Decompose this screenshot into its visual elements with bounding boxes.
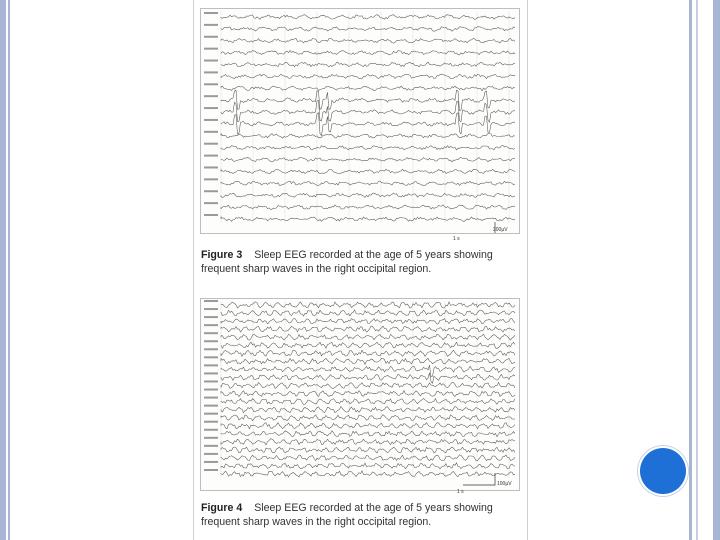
channel-label-mark bbox=[204, 389, 218, 391]
eeg-channel-trace bbox=[221, 365, 515, 377]
channel-label-mark bbox=[204, 131, 218, 133]
channel-label-mark bbox=[204, 24, 218, 26]
channel-label-mark bbox=[204, 469, 218, 471]
eeg-channel-trace bbox=[221, 399, 515, 405]
channel-label-mark bbox=[204, 71, 218, 73]
eeg-channel-trace bbox=[221, 113, 515, 136]
slide-left-border-inner bbox=[8, 0, 10, 540]
eeg-channel-trace bbox=[221, 181, 515, 186]
eeg-channel-trace bbox=[221, 342, 515, 348]
eeg-channel-trace bbox=[221, 431, 515, 437]
eeg-channel-trace bbox=[221, 439, 515, 445]
eeg-channel-trace bbox=[221, 90, 515, 111]
eeg-channel-trace bbox=[221, 157, 515, 162]
channel-label-mark bbox=[204, 60, 218, 62]
eeg-channel-trace bbox=[221, 318, 515, 324]
eeg-channel-trace bbox=[221, 326, 515, 332]
channel-label-mark bbox=[204, 308, 218, 310]
eeg-channel-trace bbox=[221, 471, 515, 477]
channel-label-mark bbox=[204, 324, 218, 326]
eeg-channel-trace bbox=[221, 217, 515, 221]
channel-label-mark bbox=[204, 316, 218, 318]
channel-label-mark bbox=[204, 429, 218, 431]
eeg-channel-trace bbox=[221, 302, 515, 308]
channel-label-mark bbox=[204, 332, 218, 334]
scale-bar bbox=[463, 222, 495, 233]
eeg-channel-trace bbox=[221, 350, 515, 356]
eeg-channel-trace bbox=[221, 169, 515, 173]
figure-3-label: Figure 3 bbox=[201, 249, 243, 261]
scale-amplitude-label: 200µV bbox=[493, 227, 508, 233]
channel-label-mark bbox=[204, 166, 218, 168]
channel-label-mark bbox=[204, 155, 218, 157]
channel-label-mark bbox=[204, 12, 218, 14]
figure-4-caption-text: Sleep EEG recorded at the age of 5 years showing frequent sharp waves in the right occipital region. bbox=[201, 502, 493, 528]
channel-label-mark bbox=[204, 300, 218, 302]
eeg-traces-figure-3 bbox=[201, 9, 519, 233]
accent-circle-icon bbox=[640, 448, 686, 494]
scale-amplitude-label: 100µV bbox=[497, 481, 512, 487]
channel-label-mark bbox=[204, 214, 218, 216]
channel-label-mark bbox=[204, 348, 218, 350]
eeg-channel-trace bbox=[221, 382, 515, 388]
slide-right-border-outer bbox=[713, 0, 720, 540]
eeg-channel-trace bbox=[221, 51, 515, 55]
channel-label-mark bbox=[204, 372, 218, 374]
eeg-channel-trace bbox=[221, 447, 515, 453]
eeg-channel-trace bbox=[221, 74, 515, 79]
slide-right-border bbox=[689, 0, 692, 540]
eeg-channel-trace bbox=[221, 134, 515, 139]
channel-label-mark bbox=[204, 36, 218, 38]
eeg-channel-trace bbox=[221, 407, 515, 413]
slide-right-border-thin bbox=[696, 0, 698, 540]
eeg-channel-trace bbox=[221, 101, 515, 123]
eeg-channel-trace bbox=[221, 205, 515, 210]
channel-label-mark bbox=[204, 421, 218, 423]
eeg-traces-figure-4 bbox=[201, 299, 519, 490]
eeg-channel-trace bbox=[221, 27, 515, 32]
eeg-channel-trace bbox=[221, 86, 515, 91]
channel-label-mark bbox=[204, 95, 218, 97]
eeg-channel-trace bbox=[221, 358, 515, 364]
channel-label-mark bbox=[204, 445, 218, 447]
channel-label-mark bbox=[204, 143, 218, 145]
figure-3-caption bbox=[201, 249, 519, 276]
channel-label-mark bbox=[204, 437, 218, 439]
channel-label-mark bbox=[204, 190, 218, 192]
eeg-channel-trace bbox=[221, 38, 515, 43]
channel-label-mark bbox=[204, 453, 218, 455]
channel-label-mark bbox=[204, 380, 218, 382]
channel-label-mark bbox=[204, 461, 218, 463]
channel-label-mark bbox=[204, 340, 218, 342]
channel-label-mark bbox=[204, 364, 218, 366]
channel-label-mark bbox=[204, 83, 218, 85]
figure-4-label: Figure 4 bbox=[201, 502, 243, 514]
eeg-channel-trace bbox=[221, 193, 515, 197]
eeg-channel-trace bbox=[221, 423, 515, 429]
eeg-channel-trace bbox=[221, 146, 515, 150]
eeg-channel-trace bbox=[221, 463, 515, 469]
eeg-figure-3 bbox=[200, 8, 520, 242]
eeg-channel-trace bbox=[221, 391, 515, 397]
channel-label-mark bbox=[204, 405, 218, 407]
channel-label-mark bbox=[204, 202, 218, 204]
channel-label-mark bbox=[204, 397, 218, 399]
figure-4-caption bbox=[201, 502, 519, 529]
eeg-channel-trace bbox=[221, 455, 515, 461]
eeg-channel-trace bbox=[221, 310, 515, 316]
scale-time-label: 1 s bbox=[457, 489, 464, 495]
channel-label-mark bbox=[204, 356, 218, 358]
figure-3-caption-text: Sleep EEG recorded at the age of 5 years showing frequent sharp waves in the right occipital region. bbox=[201, 249, 493, 275]
eeg-figure-4 bbox=[200, 298, 520, 495]
channel-label-mark bbox=[204, 48, 218, 50]
channel-label-mark bbox=[204, 413, 218, 415]
channel-label-mark bbox=[204, 119, 218, 121]
eeg-channel-trace bbox=[221, 373, 515, 384]
channel-label-mark bbox=[204, 178, 218, 180]
eeg-channel-trace bbox=[221, 334, 515, 340]
channel-label-mark bbox=[204, 107, 218, 109]
scale-time-label: 1 s bbox=[453, 236, 460, 242]
scale-bar bbox=[463, 473, 495, 485]
eeg-channel-trace bbox=[221, 62, 515, 67]
slide-left-border bbox=[0, 0, 6, 540]
eeg-channel-trace bbox=[221, 15, 515, 20]
eeg-channel-trace bbox=[221, 415, 515, 421]
